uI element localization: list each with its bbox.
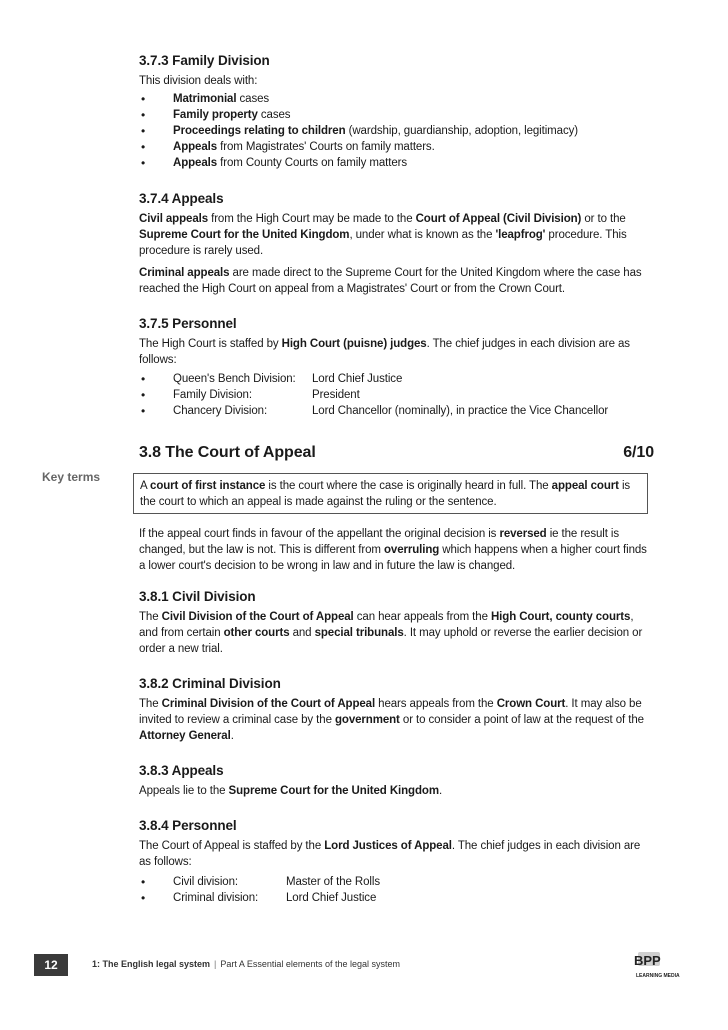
page-content [139,52,654,922]
list-item: • Family property cases [139,107,654,123]
bpp-learning-media-logo-icon [628,950,680,980]
section-3-7-3 [139,52,654,171]
list-item: • Family Division: President [139,387,654,403]
list-item: • Criminal division: Lord Chief Justice [139,890,654,906]
section-3-8-3 [139,762,654,799]
paragraph: If the appeal court finds in favour of the appellant the original decision is reversed ie the result is changed, but the law is not. This is different from overruling which happens when a higher court finds a lower court's decision to be wrong in law and in future the law is changed. [139,528,647,572]
section-3-8-4 [139,817,654,906]
section-3-7-5 [139,315,654,419]
paragraph: The Criminal Division of the Court of Appeal hears appeals from the Crown Court. It may also be invited to review a criminal case by the government or to consider a point of law at the request of the Attorney General. [139,698,644,742]
chapter-title: 1: The English legal system [92,959,211,969]
bullet-list [139,371,654,419]
paragraph: This division deals with: [139,75,258,87]
paragraph: The Civil Division of the Court of Appeal can hear appeals from the High Court, county courts, and from certain other courts and special tribunals. It may uphold or reverse the earlier decision or order a new trial. [139,611,643,655]
key-terms-box: A court of first instance is the court where the case is originally heard in full. The appeal court is the court to which an appeal is made against the ruling or the sentence. [133,473,648,514]
section-3-8-1 [139,588,654,657]
paragraph: The High Court is staffed by High Court (puisne) judges. The chief judges in each division are as follows: [139,338,630,366]
section-heading: 3.7.5 Personnel [139,316,237,331]
section-heading: 3.8.3 Appeals [139,763,224,778]
page-footer [0,954,728,978]
section-heading: 3.8.4 Personnel [139,818,237,833]
importance-score: 6/10 [623,444,654,461]
bullet-list [139,91,654,171]
list-item: • Civil division: Master of the Rolls [139,874,654,890]
list-item: • Proceedings relating to children (wardship, guardianship, adoption, legitimacy) [139,123,654,139]
chapter-section-heading: 3.8 The Court of Appeal 6/10 [139,444,654,461]
list-item: • Queen's Bench Division: Lord Chief Justice [139,371,654,387]
section-heading: 3.8.2 Criminal Division [139,676,281,691]
logo-text: BPP [634,953,661,968]
page-number: 12 [34,954,68,976]
list-item: • Chancery Division: Lord Chancellor (nominally), in practice the Vice Chancellor [139,403,654,419]
list-item: • Matrimonial cases [139,91,654,107]
paragraph: Appeals lie to the Supreme Court for the United Kingdom. [139,785,443,797]
section-heading: 3.8.1 Civil Division [139,589,256,604]
list-item: • Appeals from County Courts on family matters [139,155,654,171]
paragraph: Criminal appeals are made direct to the Supreme Court for the United Kingdom where the case has reached the High Court on appeal from a Magistrates' Court or from the Crown Court. [139,267,642,295]
section-3-7-4 [139,190,654,297]
section-heading: 3.7.3 Family Division [139,53,270,68]
section-heading: 3.7.4 Appeals [139,191,224,206]
paragraph: Civil appeals from the High Court may be made to the Court of Appeal (Civil Division) or to the Supreme Court for the United Kingdom, under what is known as the 'leapfrog' procedure. This procedure is rarely used. [139,213,627,257]
footer-text: 1: The English legal system | Part A Essential elements of the legal system [92,959,400,969]
section-3-8 [139,443,654,574]
key-terms-label: Key terms [42,470,101,484]
part-title: Part A Essential elements of the legal system [220,959,400,969]
list-item: • Appeals from Magistrates' Courts on family matters. [139,139,654,155]
logo-subtext: LEARNING MEDIA [636,973,680,979]
paragraph: The Court of Appeal is staffed by the Lord Justices of Appeal. The chief judges in each division are as follows: [139,840,641,868]
section-3-8-2 [139,675,654,744]
bullet-list [139,874,654,906]
